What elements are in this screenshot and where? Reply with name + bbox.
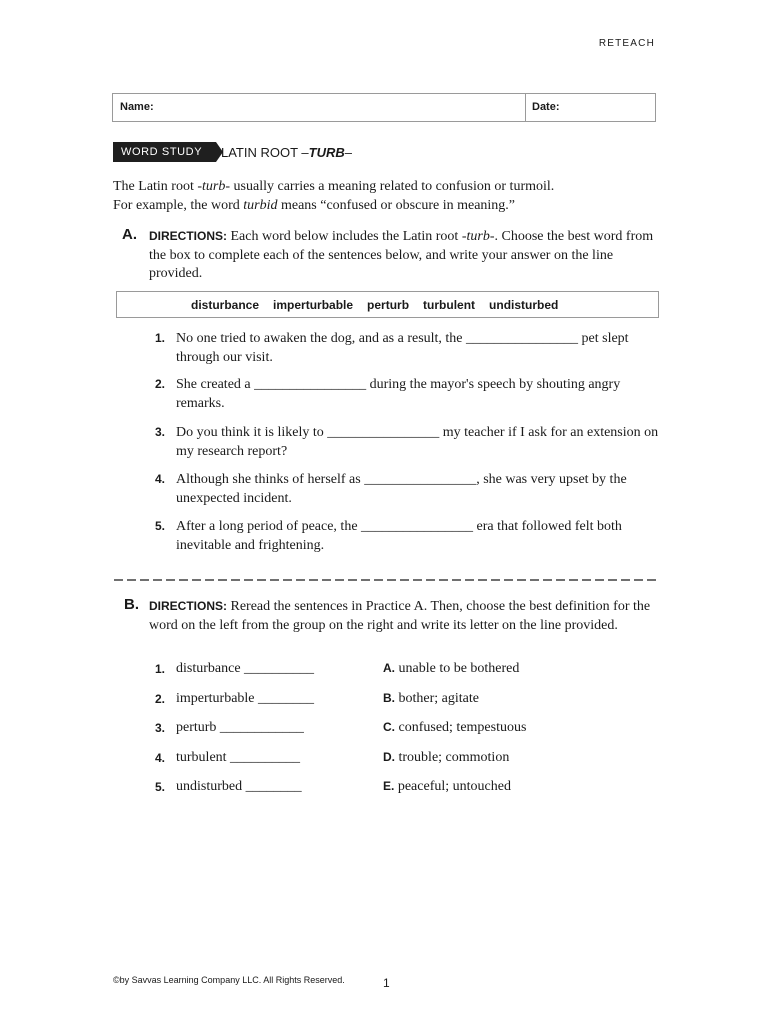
item-term: turbulent __________ bbox=[176, 750, 301, 765]
lesson-title-root: TURB bbox=[308, 145, 345, 160]
item-term: perturb ____________ bbox=[176, 720, 304, 735]
page-number: 1 bbox=[383, 976, 390, 990]
word-bank-item: imperturbable bbox=[273, 298, 354, 312]
question-text: She created a ________________ during the mayor's speech by shouting angry remarks. bbox=[176, 377, 621, 411]
word-bank bbox=[116, 291, 659, 318]
item-definition: D. trouble; commotion bbox=[383, 750, 510, 765]
item-number: 2. bbox=[155, 692, 166, 706]
section-a-letter: A. bbox=[122, 226, 137, 243]
item-number: 5. bbox=[155, 780, 166, 794]
word-study-label: WORD STUDY bbox=[113, 142, 216, 162]
item-definition: E. peaceful; untouched bbox=[383, 779, 511, 794]
question-number: 3. bbox=[155, 425, 166, 439]
question-number: 1. bbox=[155, 331, 166, 345]
item-term: undisturbed ________ bbox=[176, 779, 302, 794]
intro-paragraph bbox=[113, 177, 673, 215]
item-term: disturbance __________ bbox=[176, 661, 315, 676]
item-definition: A. unable to be bothered bbox=[383, 661, 520, 676]
intro-line-2: For example, the word turbid means “confused or obscure in meaning.” bbox=[113, 198, 516, 213]
lesson-title: LATIN ROOT –TURB– bbox=[221, 145, 352, 160]
section-a-directions: DIRECTIONS: Each word below includes the Latin root -turb-. Choose the best word from the box to complete each of the sentences below, and write your answer on the line provided. bbox=[149, 229, 654, 281]
item-number: 1. bbox=[155, 662, 166, 676]
item-number: 3. bbox=[155, 721, 166, 735]
word-bank-item: disturbance bbox=[191, 298, 260, 312]
name-date-box bbox=[112, 93, 656, 122]
name-date-divider bbox=[525, 94, 526, 121]
word-bank-item: undisturbed bbox=[489, 298, 559, 312]
question-number: 4. bbox=[155, 472, 166, 486]
section-b-letter: B. bbox=[124, 596, 139, 613]
item-definition: B. bother; agitate bbox=[383, 691, 479, 706]
item-definition: C. confused; tempestuous bbox=[383, 720, 527, 735]
question-text: Although she thinks of herself as ________________, she was very upset by the unexpected incident. bbox=[176, 472, 627, 506]
section-b-directions: DIRECTIONS: Reread the sentences in Practice A. Then, choose the best definition for the word on the left from the group on the right and write its letter on the line provided. bbox=[149, 599, 651, 633]
copyright-footer: ©by Savvas Learning Company LLC. All Rights Reserved. bbox=[113, 975, 345, 985]
intro-line-1: The Latin root -turb- usually carries a meaning related to confusion or turmoil. bbox=[113, 179, 555, 194]
question-number: 2. bbox=[155, 377, 166, 391]
date-label: Date: bbox=[532, 101, 560, 113]
item-number: 4. bbox=[155, 751, 166, 765]
word-bank-item: perturb bbox=[367, 298, 410, 312]
word-bank-item: turbulent bbox=[423, 298, 476, 312]
name-label: Name: bbox=[120, 101, 154, 113]
item-term: imperturbable ________ bbox=[176, 691, 315, 706]
question-text: Do you think it is likely to ________________ my teacher if I ask for an extension on my research report? bbox=[176, 425, 659, 459]
question-number: 5. bbox=[155, 519, 166, 533]
section-divider bbox=[114, 574, 656, 586]
reteach-label: RETEACH bbox=[598, 38, 655, 49]
question-text: After a long period of peace, the ________________ era that followed felt both inevitable and frightening. bbox=[176, 519, 622, 553]
question-text: No one tried to awaken the dog, and as a result, the ________________ pet slept through our visit. bbox=[176, 331, 629, 365]
